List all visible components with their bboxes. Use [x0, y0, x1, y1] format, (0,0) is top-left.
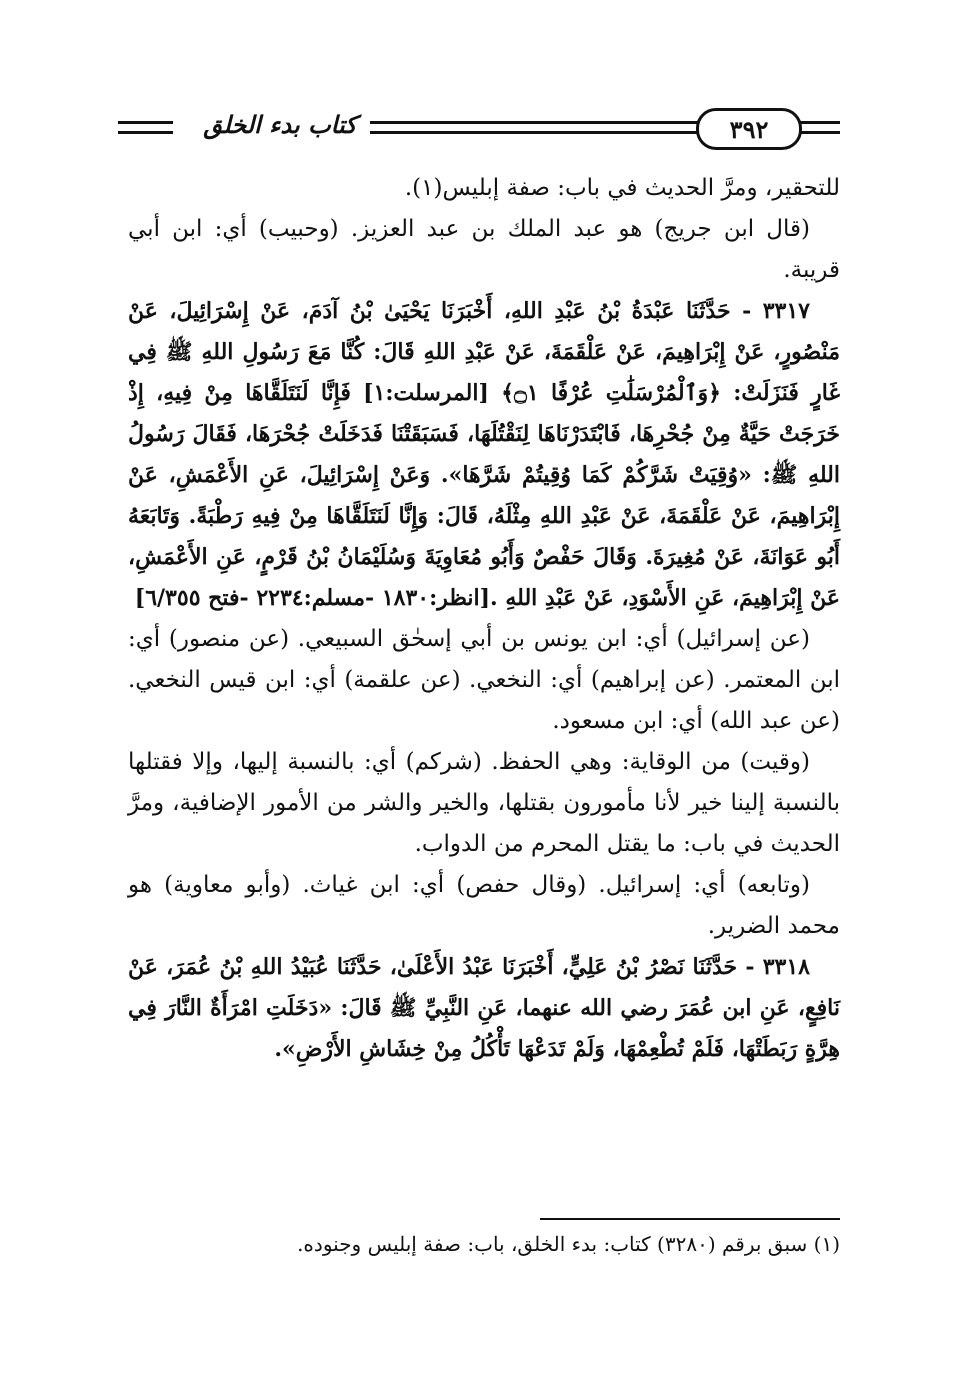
paragraph-5: (وقيت) من الوقاية: وهي الحفظ. (شركم) أي: بالنسبة إليها، وإلا فقتلها بالنسبة إلينا خير لأنا مأمورون بقتلها، والخير والشر من الأمور الإضافية، ومرَّ الحديث في باب: ما يقتل المحرم من الدواب.: [128, 749, 840, 857]
paragraph-1: للتحقير، ومرَّ الحديث في باب: صفة إبليس(١).: [404, 175, 840, 201]
page-number: ٣٩٢: [696, 108, 802, 150]
header-rule-middle: [370, 121, 700, 134]
page-header: [118, 106, 840, 150]
header-rule-left: [118, 121, 173, 134]
book-title: كتاب بدء الخلق: [203, 110, 357, 139]
paragraph-4: (عن إسرائيل) أي: ابن يونس بن أبي إسحٰق السبيعي. (عن منصور) أي: ابن المعتمر. (عن إبراهيم) أي: النخعي. (عن علقمة) أي: ابن قيس النخعي. (عن عبد الله) أي: ابن مسعود.: [128, 626, 840, 734]
paragraph-6: (وتابعه) أي: إسرائيل. (وقال حفص) أي: ابن غياث. (وأبو معاوية) هو محمد الضرير.: [128, 872, 840, 939]
paragraph-2: (قال ابن جريج) هو عبد الملك بن عبد العزيز. (وحبيب) أي: ابن أبي قريبة.: [128, 216, 840, 283]
header-rule-right: [800, 121, 840, 134]
hadith-3317: ٣٣١٧ - حَدَّثَنَا عَبْدَةُ بْنُ عَبْدِ اللهِ، أَخْبَرَنَا يَحْيَىٰ بْنُ آدَمَ، عَنْ إِسْرَائِيلَ، عَنْ مَنْصُورٍ، عَنْ إِبْرَاهِيمَ، عَنْ عَلْقَمَةَ، عَنْ عَبْدِ اللهِ قَالَ: كُنَّا مَعَ رَسُولِ اللهِ ﷺ فِي غَارٍ فَنَزَلَتْ: ﴿وَٱلْمُرْسَلَٰتِ عُرْفًا ۝١﴾ [المرسلت:١] فَإِنَّا لَنَتَلَقَّاهَا مِنْ فِيهِ، إِذْ خَرَجَتْ حَيَّةٌ مِنْ جُحْرِهَا، فَابْتَدَرْنَاهَا لِنَقْتُلَهَا، فَسَبَقَتْنَا فَدَخَلَتْ جُحْرَهَا، فَقَالَ رَسُولُ اللهِ ﷺ: «وُقِيَتْ شَرَّكُمْ كَمَا وُقِيتُمْ شَرَّهَا». وَعَنْ إِسْرَائِيلَ، عَنِ الأَعْمَشِ، عَنْ إِبْرَاهِيمَ، عَنْ عَلْقَمَةَ، عَنْ عَبْدِ اللهِ مِثْلَهُ، قَالَ: وَإِنَّا لَنَتَلَقَّاهَا مِنْ فِيهِ رَطْبَةً. وَتَابَعَهُ أَبُو عَوَانَةَ، عَنْ مُغِيرَةَ. وَقَالَ حَفْصٌ وَأَبُو مُعَاوِيَةَ وَسُلَيْمَانُ بْنُ قَرْمٍ، عَنِ الأَعْمَشِ، عَنْ إِبْرَاهِيمَ، عَنِ الأَسْوَدِ، عَنْ عَبْدِ اللهِ .[انظر:١٨٣٠ -مسلم:٢٢٣٤ -فتح ٦/٣٥٥]: [128, 298, 840, 611]
footnote-divider: [540, 1218, 840, 1220]
page-body: [128, 168, 840, 1070]
hadith-3318: ٣٣١٨ - حَدَّثَنَا نَصْرُ بْنُ عَلِيٍّ، أَخْبَرَنَا عَبْدُ الأَعْلَىٰ، حَدَّثَنَا عُبَيْدُ اللهِ بْنُ عُمَرَ، عَنْ نَافِعٍ، عَنِ ابن عُمَرَ رضي الله عنهما، عَنِ النَّبِيِّ ﷺ قَالَ: «دَخَلَتِ امْرَأَةٌ النَّارَ فِي هِرَّةٍ رَبَطَتْهَا، فَلَمْ تُطْعِمْهَا، وَلَمْ تَدَعْهَا تَأْكُلُ مِنْ خِشَاشِ الأَرْضِ».: [128, 954, 840, 1062]
footnote: (١) سبق برقم (٣٢٨٠) كتاب: بدء الخلق، باب: صفة إبليس وجنوده.: [297, 1232, 840, 1256]
